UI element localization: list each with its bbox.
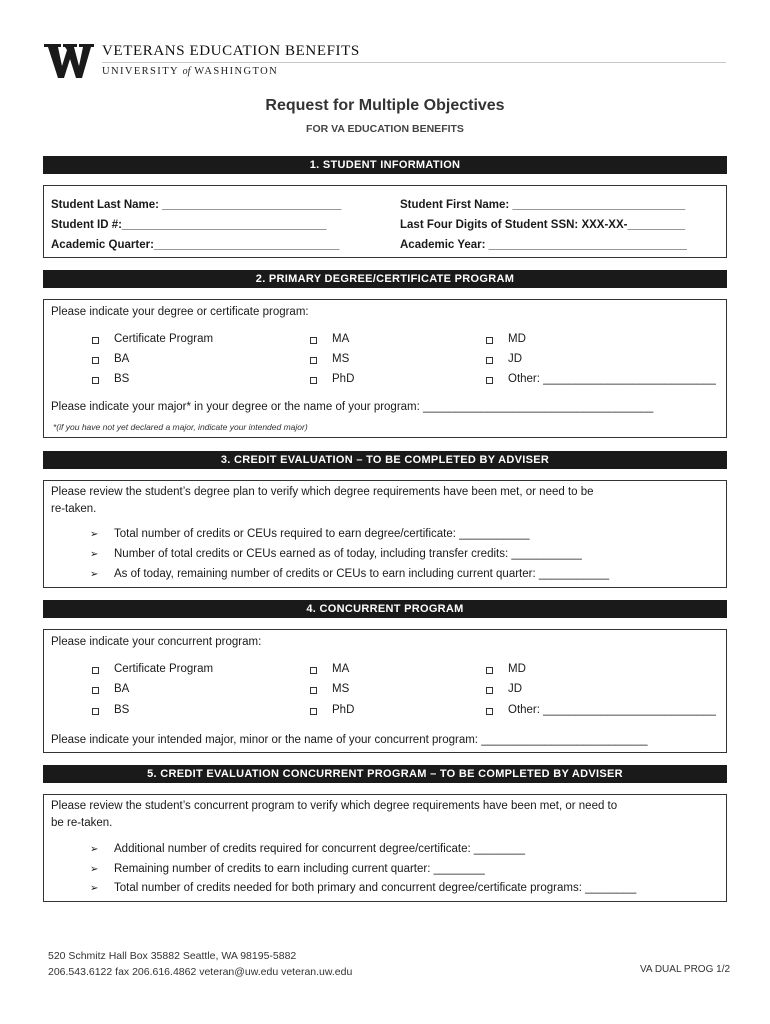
header-rule	[102, 62, 726, 63]
ms-checkbox[interactable]	[310, 687, 317, 694]
section-5-heading: 5. CREDIT EVALUATION CONCURRENT PROGRAM – TO BE COMPLETED BY ADVISER	[43, 765, 727, 783]
other-checkbox[interactable]	[486, 708, 493, 715]
concurrent-prompt: Please indicate your concurrent program:	[51, 636, 262, 648]
bs-checkbox[interactable]	[92, 377, 99, 384]
jd-checkbox[interactable]	[486, 357, 493, 364]
first-name-field[interactable]: Student First Name: ___________________________	[400, 199, 686, 211]
letterhead	[44, 40, 726, 85]
certificate-label: Certificate Program	[114, 663, 214, 675]
credits-required-field[interactable]: Total number of credits or CEUs required to earn degree/certificate: ___________	[114, 528, 530, 540]
ms-checkbox[interactable]	[310, 357, 317, 364]
total-credits-field[interactable]: Total number of credits needed for both primary and concurrent degree/certificate programs: ________	[114, 882, 637, 894]
credits-remaining-field[interactable]: As of today, remaining number of credits or CEUs to earn including current quarter: ___________	[114, 568, 610, 580]
ms-label: MS	[332, 683, 350, 695]
university-name	[102, 66, 278, 77]
certificate-checkbox[interactable]	[92, 667, 99, 674]
concurrent-evaluation-box	[43, 794, 727, 902]
section-1-heading: 1. STUDENT INFORMATION	[43, 156, 727, 174]
certificate-checkbox[interactable]	[92, 337, 99, 344]
major-footnote: *(if you have not yet declared a major, indicate your intended major)	[53, 422, 308, 432]
major-field[interactable]: Please indicate your major* in your degree or the name of your program: ____________________________________	[51, 401, 654, 413]
student-information-box	[43, 185, 727, 258]
document-subtitle: FOR VA EDUCATION BENEFITS	[306, 123, 464, 135]
phd-checkbox[interactable]	[310, 708, 317, 715]
arrow-bullet-icon: ➢	[90, 529, 99, 540]
section-2-heading: 2. PRIMARY DEGREE/CERTIFICATE PROGRAM	[43, 270, 727, 288]
arrow-bullet-icon: ➢	[90, 864, 99, 875]
program-prompt: Please indicate your degree or certificate program:	[51, 306, 309, 318]
credits-earned-field[interactable]: Number of total credits or CEUs earned as of today, including transfer credits: ___________	[114, 548, 582, 560]
ma-checkbox[interactable]	[310, 337, 317, 344]
bs-checkbox[interactable]	[92, 708, 99, 715]
phd-label: PhD	[332, 373, 355, 385]
academic-year-field[interactable]: Academic Year: _______________________________	[400, 239, 687, 251]
remaining-credits-field[interactable]: Remaining number of credits to earn including current quarter: ________	[114, 863, 485, 875]
document-title: Request for Multiple Objectives	[265, 97, 505, 114]
jd-checkbox[interactable]	[486, 687, 493, 694]
other-checkbox[interactable]	[486, 377, 493, 384]
arrow-bullet-icon: ➢	[90, 549, 99, 560]
academic-quarter-field[interactable]: Academic Quarter:_____________________________	[51, 239, 340, 251]
ba-checkbox[interactable]	[92, 687, 99, 694]
ba-label: BA	[114, 683, 130, 695]
org-title: VETERANS EDUCATION BENEFITS	[102, 43, 360, 59]
form-identifier: VA DUAL PROG 1/2	[640, 964, 731, 975]
additional-credits-field[interactable]: Additional number of credits required for concurrent degree/certificate: ________	[114, 843, 526, 855]
section-3-heading: 3. CREDIT EVALUATION – TO BE COMPLETED BY ADVISER	[43, 451, 727, 469]
concurrent-intro-line-1: Please review the student’s concurrent program to verify which degree requirements have been met, or need to	[51, 800, 618, 812]
ssn-field[interactable]: Last Four Digits of Student SSN: XXX-XX-_________	[400, 219, 686, 231]
concurrent-intro-line-2: be re-taken.	[51, 817, 113, 829]
footer-address: 520 Schmitz Hall Box 35882 Seattle, WA 98195-5882	[48, 950, 297, 962]
bs-label: BS	[114, 704, 130, 716]
bs-label: BS	[114, 373, 130, 385]
phd-checkbox[interactable]	[310, 377, 317, 384]
arrow-bullet-icon: ➢	[90, 883, 99, 894]
ma-checkbox[interactable]	[310, 667, 317, 674]
ms-label: MS	[332, 353, 350, 365]
footer-contact	[48, 948, 352, 980]
concurrent-program-box	[43, 629, 727, 753]
jd-label: JD	[508, 683, 523, 695]
ba-label: BA	[114, 353, 130, 365]
certificate-label: Certificate Program	[114, 333, 214, 345]
phd-label: PhD	[332, 704, 355, 716]
student-id-field[interactable]: Student ID #:________________________________	[51, 219, 327, 231]
uw-w-logo	[44, 44, 94, 78]
jd-label: JD	[508, 353, 523, 365]
university-word: UNIVERSITY	[102, 66, 179, 77]
md-checkbox[interactable]	[486, 337, 493, 344]
md-checkbox[interactable]	[486, 667, 493, 674]
last-name-field[interactable]: Student Last Name: ____________________________	[51, 199, 342, 211]
concurrent-major-field[interactable]: Please indicate your intended major, minor or the name of your concurrent program: __________________________	[51, 734, 648, 746]
ba-checkbox[interactable]	[92, 357, 99, 364]
md-label: MD	[508, 663, 526, 675]
other-field[interactable]: Other: ___________________________	[508, 704, 716, 716]
footer-phone-email: 206.543.6122 fax 206.616.4862 veteran@uw.edu veteran.uw.edu	[48, 966, 353, 978]
md-label: MD	[508, 333, 526, 345]
of-word: of	[182, 66, 191, 77]
credit-evaluation-box	[43, 480, 727, 588]
section-4-heading: 4. CONCURRENT PROGRAM	[43, 600, 727, 618]
arrow-bullet-icon: ➢	[90, 569, 99, 580]
evaluation-intro-line-1: Please review the student’s degree plan to verify which degree requirements have been met, or need to be	[51, 486, 594, 498]
ma-label: MA	[332, 333, 350, 345]
ma-label: MA	[332, 663, 350, 675]
evaluation-intro-line-2: re-taken.	[51, 503, 97, 515]
washington-word: WASHINGTON	[194, 66, 279, 77]
other-field[interactable]: Other: ___________________________	[508, 373, 716, 385]
primary-program-box	[43, 299, 727, 438]
arrow-bullet-icon: ➢	[90, 844, 99, 855]
